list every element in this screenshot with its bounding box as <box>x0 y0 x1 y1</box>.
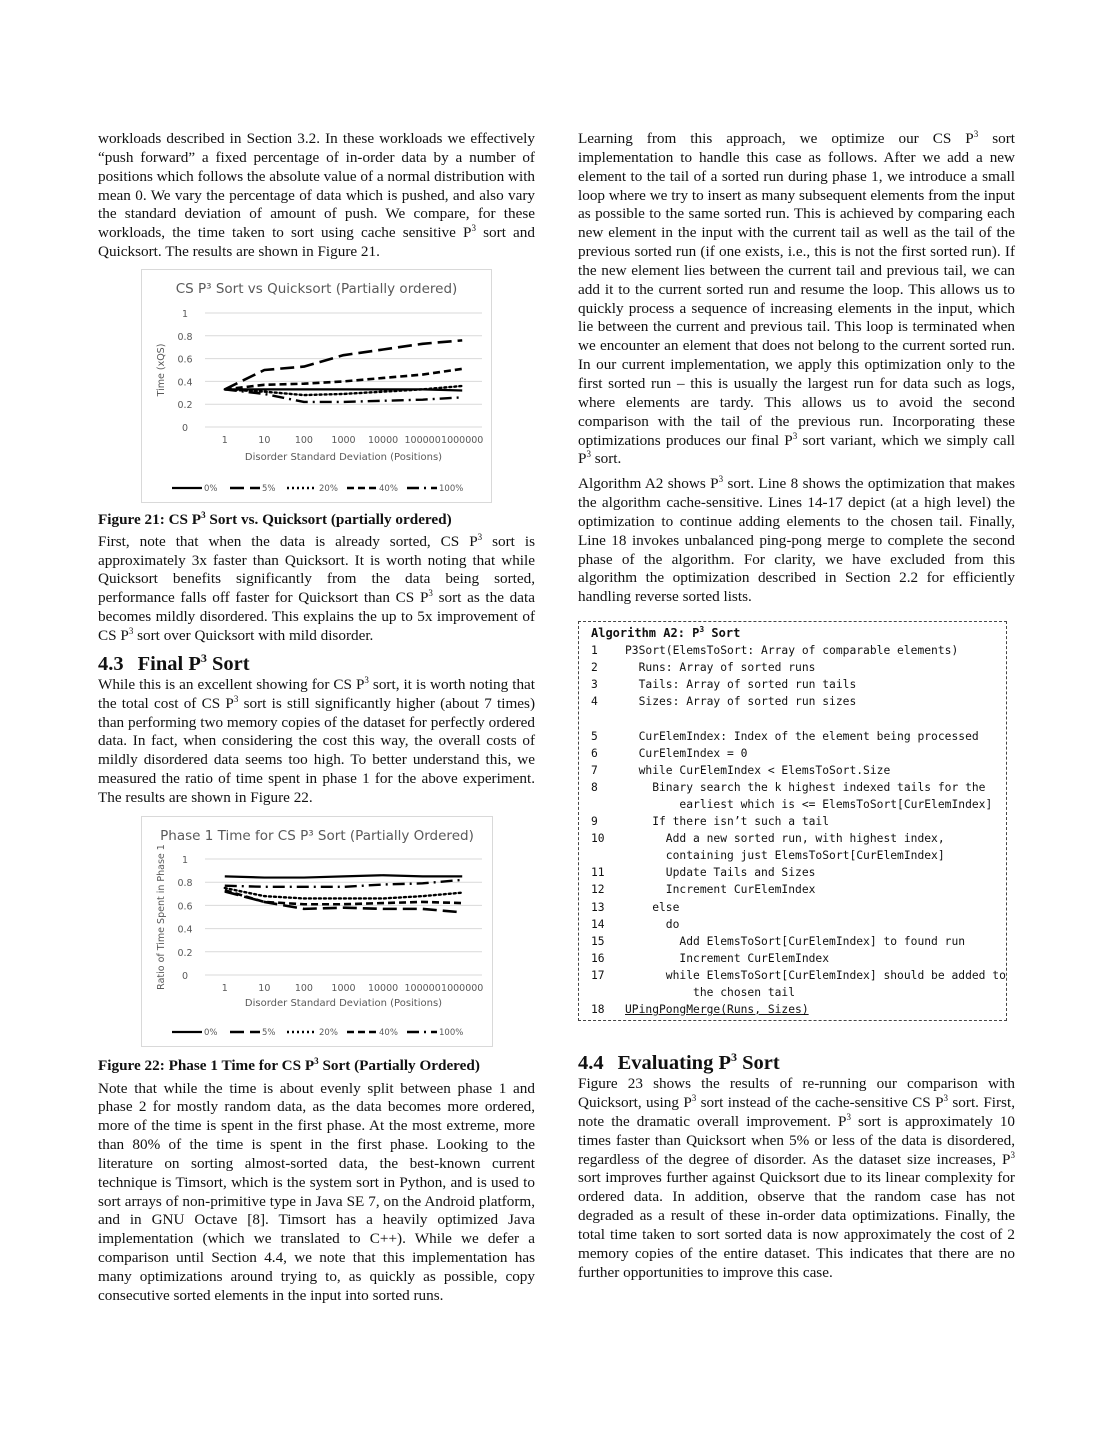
line-number: 2 <box>591 661 598 675</box>
legend-label: 100% <box>439 483 464 494</box>
line-text: Runs: Array of sorted runs <box>625 661 816 675</box>
algorithm-lines <box>579 642 1006 1018</box>
y-tick-label: 0.8 <box>177 331 193 343</box>
x-tick-label: 100 <box>294 434 313 446</box>
line-text: CurElemIndex = 0 <box>625 746 748 760</box>
y-tick-label: 0.2 <box>177 947 193 959</box>
line-text: containing just ElemsToSort[CurElemIndex] <box>625 849 945 863</box>
line-text: Increment CurElemIndex <box>625 951 830 965</box>
x-tick-label: 100000 <box>404 982 441 994</box>
x-tick-label: 100000 <box>404 434 441 446</box>
line-text: Binary search the k highest indexed tails for the <box>625 780 986 794</box>
line-number: 16 <box>591 951 605 965</box>
algorithm-line <box>579 813 1006 830</box>
paragraph-final-p3: While this is an excellent showing for CS $P^3$ sort, it is worth noting that the total cost of CS $P^3$ sort is still significantly higher (about 7 times) than performing two memory copies of the dataset for perfectly ordered data. In fact, when considering the cost this way, the overall costs of mildly disordered data seems too high. To better understand this, we measured the ratio of time spent in phase 1 for the above experiment. The results are shown in Figure 22. <box>98 674 536 806</box>
algorithm-line <box>579 745 1006 762</box>
series-line-20pct <box>225 888 462 898</box>
algorithm-line <box>579 779 1006 796</box>
line-number: 1 <box>591 644 598 658</box>
algorithm-line <box>579 847 1006 864</box>
x-tick-label: 10000 <box>367 982 399 994</box>
algorithm-line <box>579 864 1006 881</box>
algorithm-line <box>579 728 1006 745</box>
line-text: Add a new sorted run, with highest index, <box>625 832 945 846</box>
figure-22-caption: Figure 22: Phase 1 Time for CS $P^3$ Sort (Partially Ordered) <box>98 1055 480 1074</box>
x-tick-label: 100 <box>294 982 313 994</box>
paragraph-timsort: Note that while the time is about evenly split between phase 1 and phase 2 for mostly random data, as the data becomes more ordered, more of the time is spent in the first phase. At the most extreme, more than 80% of the time is spent in the first phase. Looking to the literature on sorting almost-sorted data, the best-known current technique is Timsort, which is the system sort in Python, and is used to sort arrays of non-primitive type in Java SE 7, on the Android platform, and in GNU Octave [8]. Timsort has a heavily optimized Java implementation (which we translated to C++). While we defer a comparison until Section 4.4, we note that this implementation has many optimizations around trying to, as quickly as possible, copy consecutive sorted elements in the input into sorted runs. <box>98 1079 535 1304</box>
line-text: do <box>625 917 680 931</box>
line-number: 8 <box>591 780 598 794</box>
x-tick-label: 10 <box>258 434 271 446</box>
x-axis-label: Disorder Standard Deviation (Positions) <box>244 997 443 1009</box>
series-line-100pct <box>225 880 462 887</box>
y-axis-label: Ratio of Time Spent in Phase 1 <box>156 843 167 990</box>
line-number: 10 <box>591 832 605 846</box>
line-number: 5 <box>591 729 598 743</box>
x-tick-label: 1000 <box>331 434 356 446</box>
legend-label: 20% <box>319 1027 338 1038</box>
algorithm-line <box>579 762 1006 779</box>
x-tick-label: 1000 <box>331 982 356 994</box>
algorithm-title: Algorithm A2: $P^3$ Sort <box>591 625 741 641</box>
algorithm-line <box>579 916 1006 933</box>
line-number: 11 <box>591 866 605 880</box>
line-text: If there isn’t such a tail <box>625 815 830 829</box>
line-text: P3Sort(ElemsToSort: Array of comparable elements) <box>625 644 959 658</box>
line-text: Add ElemsToSort[CurElemIndex] to found run <box>625 934 966 948</box>
x-tick-label: 10 <box>258 982 271 994</box>
line-text: while CurElemIndex < ElemsToSort.Size <box>625 763 891 777</box>
left-column <box>98 130 535 1306</box>
algorithm-line <box>579 899 1006 916</box>
line-text <box>625 710 632 727</box>
line-number: 9 <box>591 815 598 829</box>
legend-label: 0% <box>204 483 218 494</box>
y-tick-label: 0 <box>181 422 189 434</box>
y-tick-label: 0.2 <box>177 400 193 412</box>
line-number <box>579 710 625 727</box>
line-number <box>579 796 625 813</box>
line-text: Sizes: Array of sorted run sizes <box>625 695 857 709</box>
line-number: 13 <box>591 900 605 914</box>
x-tick-label: 1 <box>221 982 228 994</box>
x-tick-label: 10000 <box>367 434 399 446</box>
algorithm-a2-box <box>578 621 1007 1021</box>
chart-svg <box>142 270 491 502</box>
y-tick-label: 0 <box>181 970 189 982</box>
algorithm-line <box>579 984 1006 1001</box>
y-tick-label: 0.6 <box>177 901 193 913</box>
y-tick-label: 0.6 <box>177 354 193 366</box>
algorithm-line <box>579 796 1006 813</box>
line-text: the chosen tail <box>625 985 796 999</box>
line-number: 7 <box>591 763 598 777</box>
algorithm-line <box>579 830 1006 847</box>
line-text: else <box>625 900 680 914</box>
y-tick-label: 0.8 <box>177 877 193 889</box>
legend-label: 100% <box>439 1027 464 1038</box>
line-number: 14 <box>591 917 605 931</box>
legend-label: 40% <box>379 1027 398 1038</box>
algorithm-line <box>579 642 1006 659</box>
y-tick-label: 1 <box>181 854 189 866</box>
legend-label: 5% <box>262 483 276 494</box>
figure-21-caption: Figure 21: CS $P^3$ Sort vs. Quicksort (partially ordered) <box>98 509 452 528</box>
legend-label: 20% <box>319 483 338 494</box>
line-number <box>579 984 625 1001</box>
legend-label: 0% <box>204 1027 218 1038</box>
line-number: 18 <box>591 1003 605 1017</box>
line-text: CurElemIndex: Index of the element being processed <box>625 729 979 743</box>
x-tick-label: 1000000 <box>441 982 484 994</box>
legend-label: 5% <box>262 1027 276 1038</box>
legend-label: 40% <box>379 483 398 494</box>
y-tick-label: 0.4 <box>177 924 193 936</box>
line-number: 12 <box>591 883 605 897</box>
paragraph-first-note: First, note that when the data is already sorted, CS $P^3$ sort is approximately 3x faster than Quicksort. It is worth noting that while Quicksort benefits significantly from the data being sorted, performance falls off faster for Quicksort than CS $P^3$ sort as the data becomes mildly disordered. This explains the up to 5x improvement of CS $P^3$ sort over Quicksort with mild disorder. <box>98 531 535 644</box>
line-number: 17 <box>591 968 605 982</box>
chart-title: CS P³ Sort vs Quicksort (Partially ordered) <box>175 280 458 297</box>
series-line-0pct <box>225 875 462 877</box>
line-text: while ElemsToSort[CurElemIndex] should be added to <box>625 968 1006 982</box>
series-line-40pct <box>225 369 462 390</box>
y-tick-label: 0.4 <box>177 377 193 389</box>
line-text: UPingPongMerge(Runs, Sizes) <box>625 1003 809 1017</box>
chart-svg <box>142 817 492 1046</box>
algorithm-line <box>579 710 1006 727</box>
line-number: 4 <box>591 695 598 709</box>
paragraph-evaluating: Figure 23 shows the results of re-running our comparison with Quicksort, using $P^3$ sort instead of the cache-sensitive CS $P^3$ sort. First, note the dramatic overall improvement. $P^3$ sort is approximately 10 times faster than Quicksort when 5% or less of the data is disordered, regardless of the degree of disorder. As the dataset size increases, $P^3$ sort improves further against Quicksort due to its linear complexity for ordered data. In addition, observe that the random case has not degraded as a result of these in-order data optimizations. Finally, the total time taken to sort sorted data is now approximately the cost of 2 memory copies of the entire dataset. This indicates that there are no further opportunities to improve this case. <box>578 1075 1016 1281</box>
line-number: 6 <box>591 746 598 760</box>
paragraph-algorithm-description: Algorithm A2 shows $P^3$ sort. Line 8 shows the optimization that makes the algorithm cache-sensitive. Lines 14-17 depict (at a high level) the optimization to continue adding elements to the chosen tail. Finally, Line 18 invokes unbalanced ping-pong merge to complete the second phase of the algorithm. For clarity, we have excluded from this algorithm the optimization described in Section 2.2 for efficiently handling reverse sorted lists. <box>578 474 1015 606</box>
y-tick-label: 1 <box>181 308 189 320</box>
section-heading-4-3: 4.3 Final $P^3$ Sort <box>98 650 250 675</box>
series-line-40pct <box>225 890 462 904</box>
line-number: 3 <box>591 678 598 692</box>
x-axis-label: Disorder Standard Deviation (Positions) <box>244 451 443 463</box>
right-column <box>578 130 1015 1282</box>
line-number <box>579 847 625 864</box>
algorithm-line <box>579 950 1006 967</box>
algorithm-line <box>579 933 1006 950</box>
x-tick-label: 1000000 <box>441 434 484 446</box>
figure-22-chart <box>141 816 493 1047</box>
paragraph-intro: workloads described in Section 3.2. In these workloads we effectively “push forward” a fixed percentage of in-order data by a number of positions which follows the absolute value of a normal distribution with mean 0. We vary the percentage of data which is pushed, and also vary the standard deviation of amount of push. We compare, for these workloads, the time taken to sort using cache sensitive $P^3$ sort and Quicksort. The results are shown in Figure 21. <box>98 130 536 261</box>
line-text: Increment CurElemIndex <box>625 883 816 897</box>
algorithm-line <box>579 1001 1006 1018</box>
series-line-5pct <box>225 340 462 389</box>
algorithm-line <box>579 693 1006 710</box>
algorithm-line <box>579 676 1006 693</box>
algorithm-line <box>579 659 1006 676</box>
line-number: 15 <box>591 934 605 948</box>
figure-21-chart <box>141 269 492 503</box>
y-axis-label: Time (xQS) <box>156 343 167 397</box>
chart-title: Phase 1 Time for CS P³ Sort (Partially Ordered) <box>160 827 474 844</box>
algorithm-line <box>579 967 1006 984</box>
line-text: earliest which is <= ElemsToSort[CurElemIndex] <box>625 797 993 811</box>
section-heading-4-4: 4.4 Evaluating $P^3$ Sort <box>578 1050 780 1075</box>
line-text: Update Tails and Sizes <box>625 866 816 880</box>
x-tick-label: 1 <box>221 434 228 446</box>
paragraph-learning: Learning from this approach, we optimize our CS $P^3$ sort implementation to handle this case as follows. After we add a new element to the tail of a sorted run during phase 1, we introduce a small loop where we try to insert as many subsequent elements from the input as possible to the same sorted run. This is achieved by comparing each new element in the input with the current tail as well as the tail of the previous sorted run (if one exists, i.e., this is not the first sorted run). If the new element lies between the current tail and previous tail, we can add it to the current sorted run and resume the loop. This allows us to quickly process a sequence of increasing elements in the input, which lie between the current and previous tail. This loop is terminated when we encounter an element that does not belong to the current sorted run. In our current implementation, we apply this optimization only to the first sorted run – this is usually the largest run for data such as logs, where elements are tardy. This allows us to avoid the second comparison with the tail of the previous run. Incorporating these optimizations produces our final $P^3$ sort variant, which we simply call $P^3$ sort. <box>578 129 1016 468</box>
line-text: Tails: Array of sorted run tails <box>625 678 857 692</box>
algorithm-line <box>579 881 1006 898</box>
